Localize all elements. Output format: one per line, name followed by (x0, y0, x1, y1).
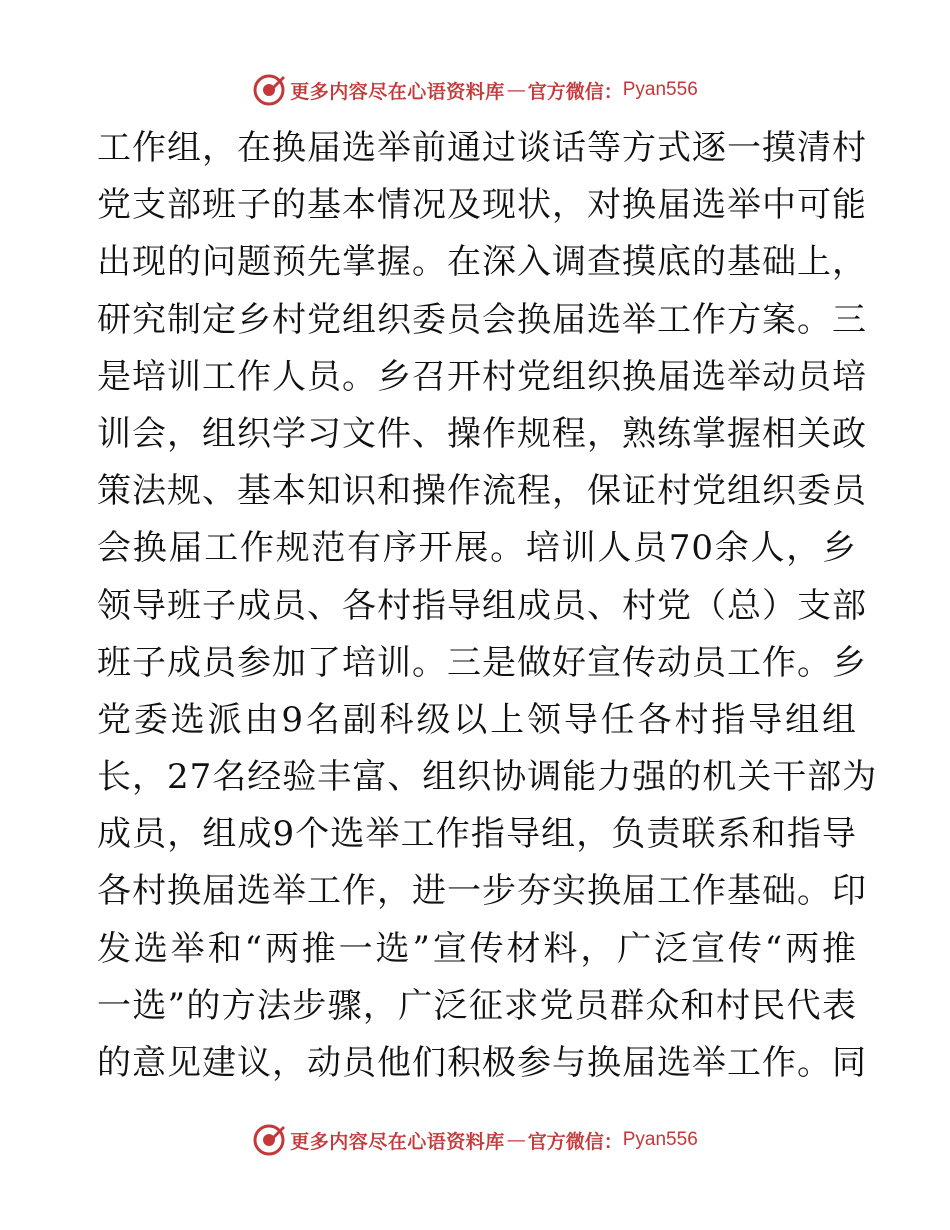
body-line: 一选”的方法步骤，广泛征求党员群众和村民代表 (97, 985, 857, 1026)
banner-separator: — (506, 1129, 526, 1151)
body-line: 长，27名经验丰富、组织协调能力强的机关干部为 (97, 757, 878, 798)
body-line: 成员，组成9个选举工作指导组，负责联系和指导 (97, 814, 857, 855)
body-line: 策法规、基本知识和操作流程，保证村党组织委员 (97, 471, 867, 512)
banner-wechat-id: Pyan556 (622, 1129, 698, 1150)
banner-official-label: 官方微信： (527, 80, 623, 103)
body-line: 会换届工作规范有序开展。培训人员70余人，乡 (97, 528, 857, 569)
banner-brand-text: 更多内容尽在心语资料库 (290, 80, 505, 103)
body-line: 工作组，在换届选举前通过谈话等方式逐一摸清村 (97, 128, 867, 168)
header-banner (0, 70, 950, 110)
body-line: 领导班子成员、各村指导组成员、村党（总）支部 (97, 585, 867, 626)
banner-official-label: 官方微信： (527, 1130, 623, 1153)
body-line: 训会，组织学习文件、操作规程，熟练掌握相关政 (97, 413, 867, 454)
body-line: 研究制定乡村党组织委员会换届选举工作方案。三 (97, 299, 867, 340)
pen-logo-icon (252, 1123, 286, 1157)
body-line: 班子成员参加了培训。三是做好宣传动员工作。乡 (97, 642, 867, 683)
banner-brand-text: 更多内容尽在心语资料库 (290, 1130, 505, 1153)
banner-wechat-id: Pyan556 (622, 79, 698, 100)
body-line: 的意见建议，动员他们积极参与换届选举工作。同 (97, 1043, 867, 1083)
document-body (97, 120, 878, 1092)
body-line: 是培训工作人员。乡召开村党组织换届选举动员培 (97, 356, 867, 397)
body-line: 各村换届选举工作，进一步夯实换届工作基础。印 (97, 871, 867, 912)
banner-separator: — (506, 79, 526, 101)
body-line: 党委选派由9名副科级以上领导任各村指导组组 (97, 699, 857, 740)
body-line: 出现的问题预先掌握。在深入调查摸底的基础上， (97, 242, 867, 283)
body-line: 党支部班子的基本情况及现状，对换届选举中可能 (97, 185, 867, 226)
footer-banner (0, 1120, 950, 1160)
body-line: 发选举和“两推一选”宣传材料，广泛宣传“两推 (97, 928, 857, 969)
pen-logo-icon (252, 73, 286, 107)
